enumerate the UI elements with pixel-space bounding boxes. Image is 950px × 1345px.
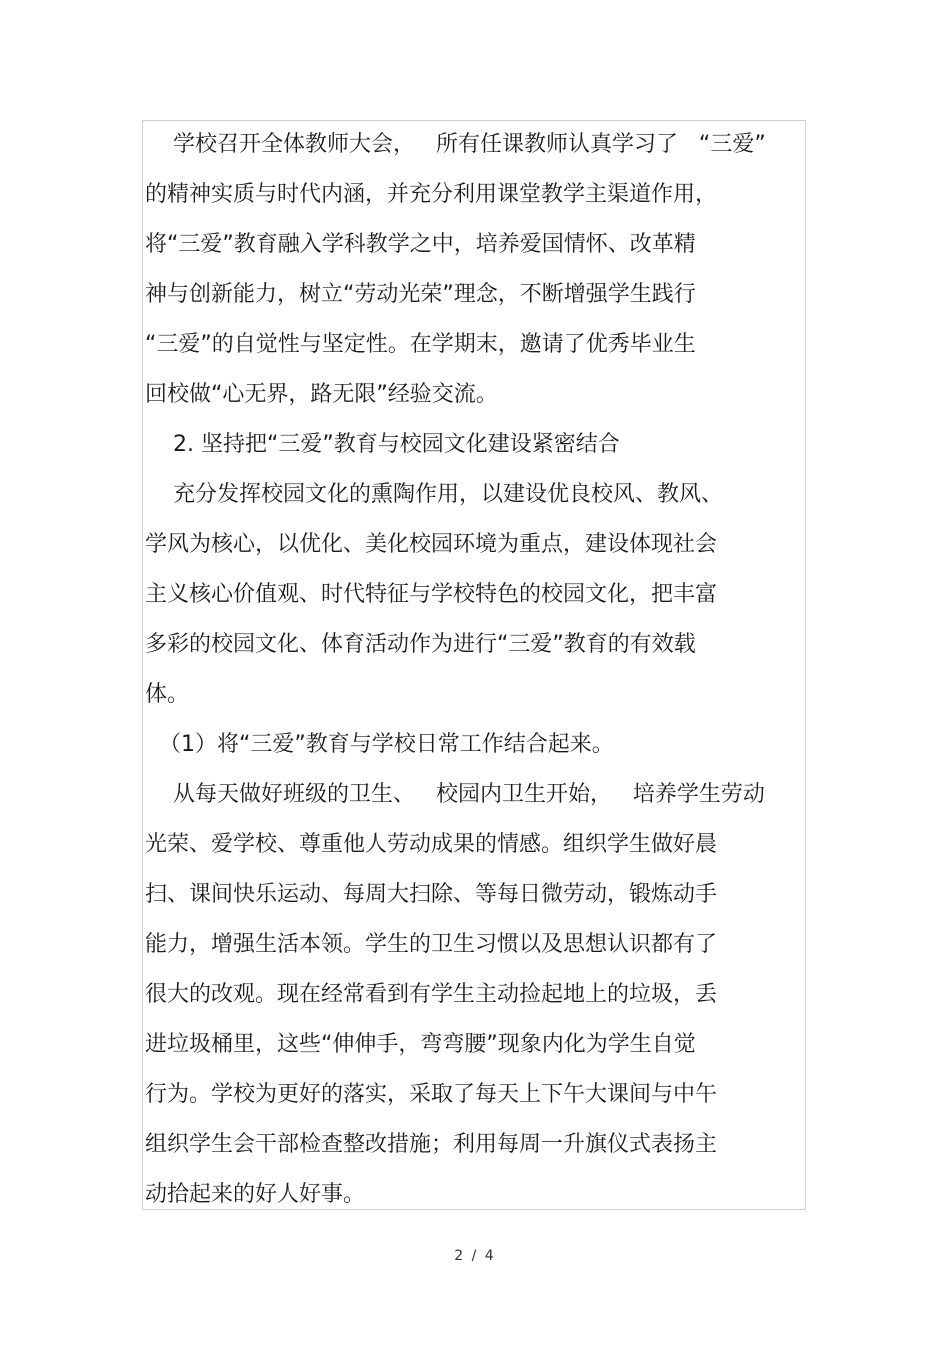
paragraph-line: 进垃圾桶里，这些“伸伸手，弯弯腰”现象内化为学生自觉 [145,1032,696,1057]
paragraph-line: 动拾起来的好人好事。 [145,1182,366,1207]
paragraph-line: 行为。学校为更好的落实，采取了每天上下午大课间与中午 [145,1082,718,1107]
paragraph-line: 很大的改观。现在经常看到有学生主动捡起地上的垃圾，丢 [145,982,718,1007]
paragraph-line: 学校召开全体教师大会， 所有任课教师认真学习了 “三爱” [145,132,766,157]
subsection-heading: （1）将“三爱”教育与学校日常工作结合起来。 [145,732,614,757]
paragraph-line: 多彩的校园文化、体育活动作为进行“三爱”教育的有效载 [145,632,696,657]
paragraph-line: 学风为核心，以优化、美化校园环境为重点，建设体现社会 [145,532,718,557]
paragraph-line: 能力，增强生活本领。学生的卫生习惯以及思想认识都有了 [145,932,718,957]
paragraph-line: 充分发挥校园文化的熏陶作用，以建设优良校风、教风、 [145,482,723,507]
section-heading: 2. 坚持把“三爱”教育与校园文化建设紧密结合 [145,432,620,457]
paragraph-line: 从每天做好班级的卫生、 校园内卫生开始， 培养学生劳动 [145,782,765,807]
paragraph-line: 神与创新能力，树立“劳动光荣”理念，不断增强学生践行 [145,282,696,307]
paragraph-line: 扫、课间快乐运动、每周大扫除、等每日微劳动，锻炼动手 [145,882,718,907]
paragraph-line: 组织学生会干部检查整改措施；利用每周一升旗仪式表扬主 [145,1132,718,1157]
paragraph-line: 光荣、爱学校、尊重他人劳动成果的情感。组织学生做好晨 [145,832,718,857]
paragraph-line: 将“三爱”教育融入学科教学之中，培养爱国情怀、改革精 [145,232,696,257]
paragraph-line: 体。 [145,682,190,707]
paragraph-line: 主义核心价值观、时代特征与学校特色的校园文化，把丰富 [145,582,718,607]
paragraph-line: 的精神实质与时代内涵，并充分利用课堂教学主渠道作用， [145,182,718,207]
page-number: 2 / 4 [454,1248,496,1264]
paragraph-line: “三爱”的自觉性与坚定性。在学期末，邀请了优秀毕业生 [145,332,696,357]
paragraph-line: 回校做“心无界，路无限”经验交流。 [145,382,498,407]
